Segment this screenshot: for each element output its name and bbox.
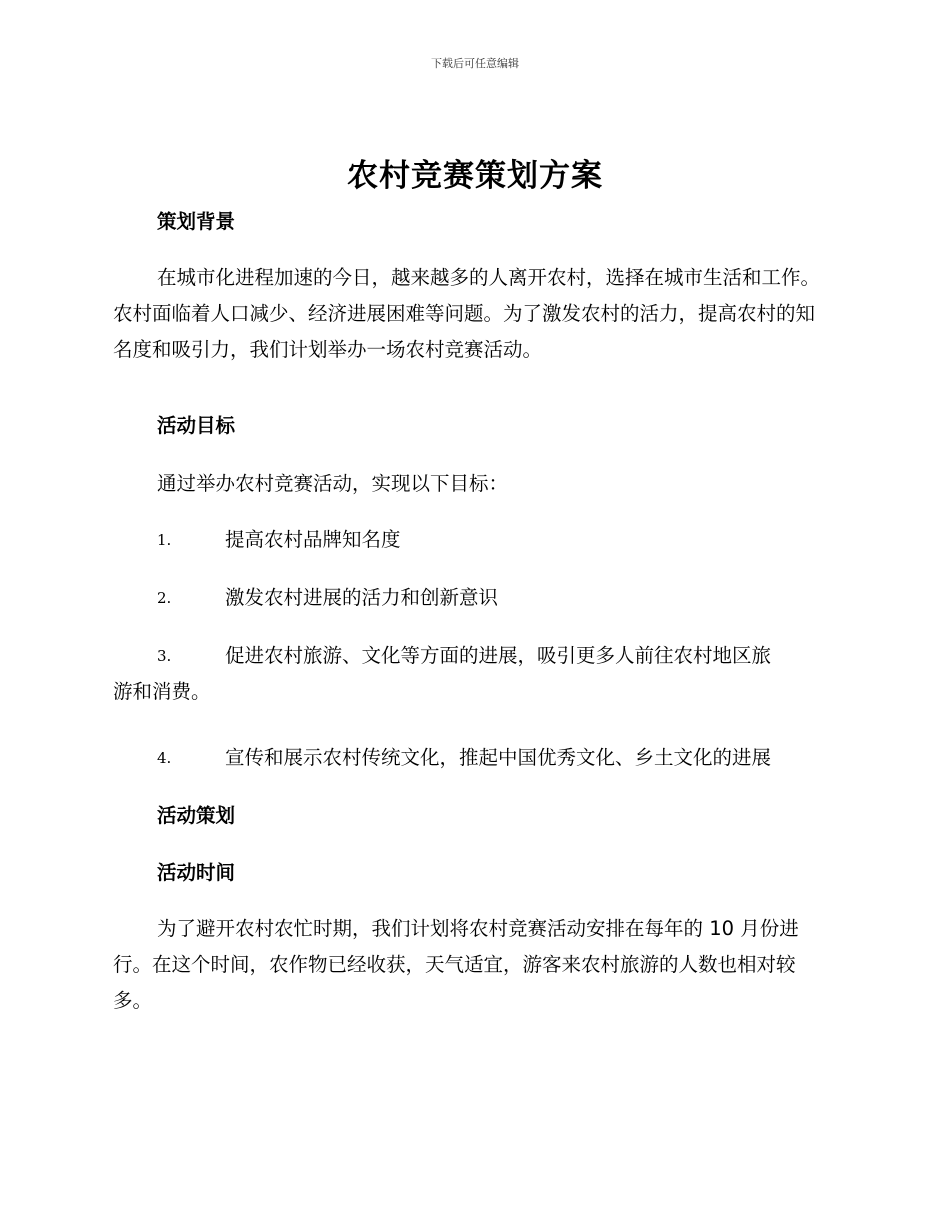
goal-number: 1. [157,531,172,549]
goal-number: 2. [157,589,172,607]
background-paragraph: 在城市化进程加速的今日，越来越多的人离开农村，选择在城市生活和工作。农村面临着人口减少、经济进展困难等问题。为了激发农村的活力，提高农村的知名度和吸引力，我们计划举办一场农村竞赛活动。 [113,266,821,361]
section-heading-background: 策划背景 [157,210,236,233]
time-paragraph: 为了避开农村农忙时期，我们计划将农村竞赛活动安排在每年的 10 月份进行。在这个时间，农作物已经收获，天气适宜，游客来农村旅游的人数也相对较多。 [113,917,799,1012]
section-heading-plan: 活动策划 [157,804,236,827]
goal-text: 提高农村品牌知名度 [225,528,401,551]
goal-item-3 [113,638,837,710]
goal-item-4 [113,740,837,776]
goal-text-continued: 游和消费。 [113,680,211,703]
goals-intro: 通过举办农村竞赛活动，实现以下目标： [157,472,509,495]
goal-number: 3. [157,647,172,665]
goal-item-1 [113,522,837,558]
goal-text: 宣传和展示农村传统文化，推起中国优秀文化、乡土文化的进展 [225,746,772,769]
section-heading-time: 活动时间 [157,861,236,884]
goal-text: 激发农村进展的活力和创新意识 [225,586,499,609]
goal-item-2 [113,580,837,616]
header-note: 下载后可任意编辑 [431,57,519,70]
goal-number: 4. [157,749,172,767]
goal-text: 促进农村旅游、文化等方面的进展，吸引更多人前往农村地区旅 [225,644,772,667]
section-heading-goals: 活动目标 [157,414,236,437]
document-title: 农村竞赛策划方案 [347,158,603,194]
